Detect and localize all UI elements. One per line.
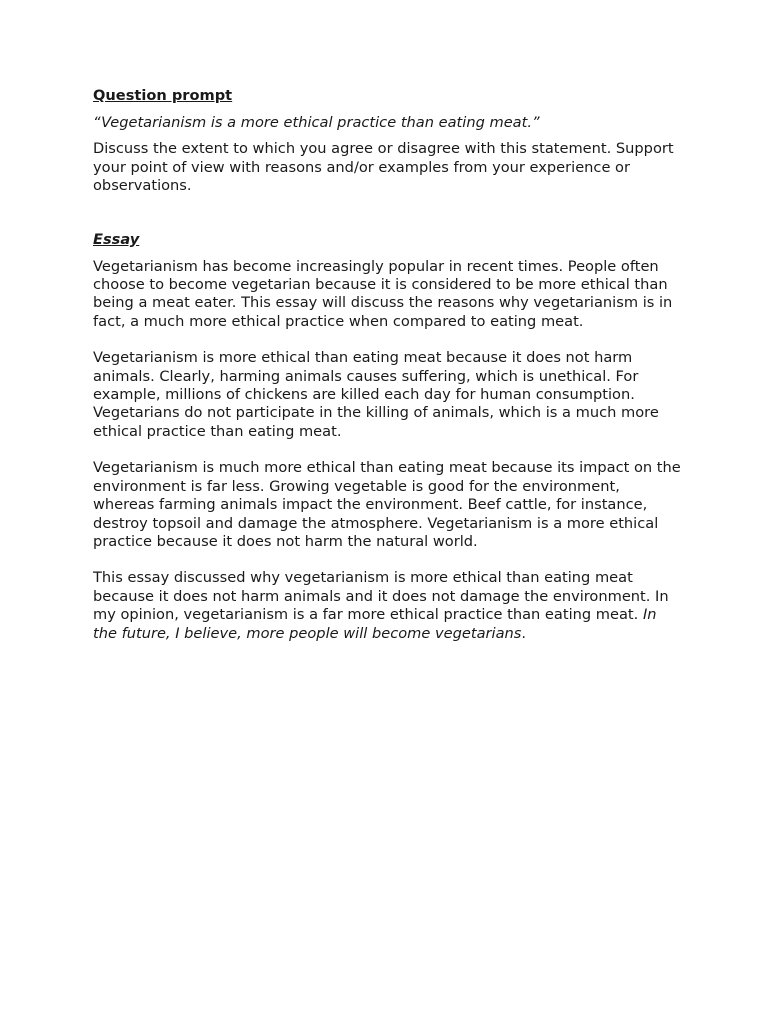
question-section: [93, 86, 683, 196]
essay-paragraph-conclusion: [93, 569, 683, 643]
conclusion-italic-text: In the future, I believe, more people will become vegetarians: [93, 606, 657, 642]
document-page: [93, 86, 683, 643]
essay-paragraph-animals: Vegetarianism is more ethical than eating meat because it does not harm animals. Clearly, harming animals causes suffering, which is unethical. For example, millions of chickens are killed each day for human consumption. Vegetarians do not participate in the killing of animals, which is a much more ethical practice than eating meat.: [93, 349, 659, 440]
essay-section: [93, 230, 683, 643]
essay-paragraph-intro: Vegetarianism has become increasingly popular in recent times. People often choose to become vegetarian because it is considered to be more ethical than being a meat eater. This essay will discuss the reasons why vegetarianism is in fact, a much more ethical practice when compared to eating meat.: [93, 257, 673, 330]
conclusion-end: .: [521, 624, 527, 642]
conclusion-text: This essay discussed why vegetarianism is more ethical than eating meat because it does not harm animals and it does not damage the environment. In my opinion, vegetarianism is a far more ethical practice than eating meat.: [93, 569, 669, 624]
question-heading: Question prompt: [93, 87, 233, 104]
question-quote: “Vegetarianism is a more ethical practice than eating meat.”: [93, 114, 540, 131]
essay-heading: Essay: [93, 230, 140, 248]
essay-paragraph-environment: Vegetarianism is much more ethical than eating meat because its impact on the environment is far less. Growing vegetable is good for the environment, whereas farming animals impact the environment. Beef cattle, for instance, destroy topsoil and damage the atmosphere. Vegetarianism is a more ethical practice because it does not harm the natural world.: [93, 459, 681, 550]
question-instructions: Discuss the extent to which you agree or disagree with this statement. Support your point of view with reasons and/or examples from your experience or observations.: [93, 140, 674, 195]
